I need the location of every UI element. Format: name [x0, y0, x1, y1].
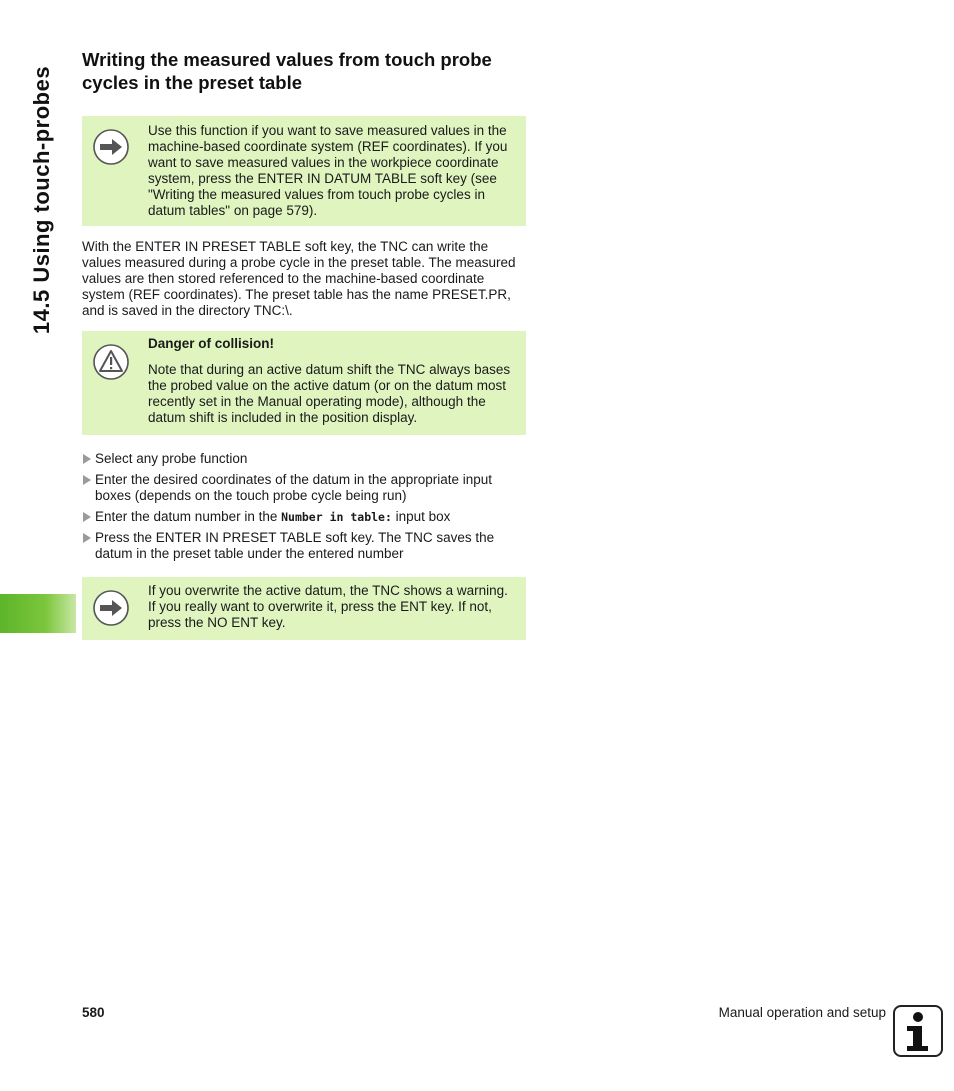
- note-info-text: Use this function if you want to save measured values in the machine-based coordinate system (REF coordinates). If you want to save measured values in the workpiece coordinate system, press the ENTER IN DATUM TABLE soft key (see "Writing the measured values from touch probe cycles in datum tables" on page 579).: [148, 123, 508, 218]
- intro-paragraph: With the ENTER IN PRESET TABLE soft key, the TNC can write the values measured during a probe cycle in the preset table. The measured values are then stored referenced to the machine-based coordinate system (REF coordinates). The preset table has the name PRESET.PR, and is saved in the directory TNC:\.: [82, 239, 516, 318]
- footer-chapter-title: Manual operation and setup: [718, 1005, 886, 1020]
- note-box-info: [82, 116, 526, 226]
- side-chapter-title: [26, 50, 58, 350]
- list-item: Press the ENTER IN PRESET TABLE soft key. The TNC saves the datum in the preset table under the entered number: [82, 530, 526, 562]
- list-item: Enter the desired coordinates of the datum in the appropriate input boxes (depends on the touch probe cycle being run): [82, 472, 526, 504]
- warning-title: Danger of collision!: [148, 336, 275, 351]
- arrow-right-icon: [92, 128, 130, 166]
- list-item: Enter the datum number in the Number in table: input box: [82, 509, 526, 525]
- note-box-warning: [82, 331, 526, 435]
- note-overwrite-text: If you overwrite the active datum, the TNC shows a warning. If you really want to overwrite it, press the ENT key. If not, press the NO ENT key.: [148, 583, 508, 630]
- page-number: 580: [82, 1005, 105, 1020]
- arrow-right-icon: [92, 589, 130, 627]
- warning-text: Note that during an active datum shift the TNC always bases the probed value on the active datum (or on the datum most recently set in the Manual operating mode), although the datum shift is included in the position display.: [148, 362, 511, 425]
- list-item: Select any probe function: [82, 451, 526, 467]
- section-heading: Writing the measured values from touch probe cycles in the preset table: [82, 49, 492, 93]
- bullet-triangle-icon: [83, 512, 91, 522]
- steps-list: [82, 451, 526, 562]
- bullet-triangle-icon: [83, 533, 91, 543]
- warning-triangle-icon: [92, 343, 130, 381]
- field-name-code: Number in table:: [281, 510, 392, 524]
- bullet-triangle-icon: [83, 475, 91, 485]
- side-chapter-title-text: 14.5 Using touch-probes: [29, 65, 54, 335]
- info-icon: [892, 1004, 944, 1058]
- note-box-overwrite: [82, 577, 526, 640]
- bullet-triangle-icon: [83, 454, 91, 464]
- chapter-tab-marker: [0, 594, 76, 633]
- page-content: [82, 48, 526, 640]
